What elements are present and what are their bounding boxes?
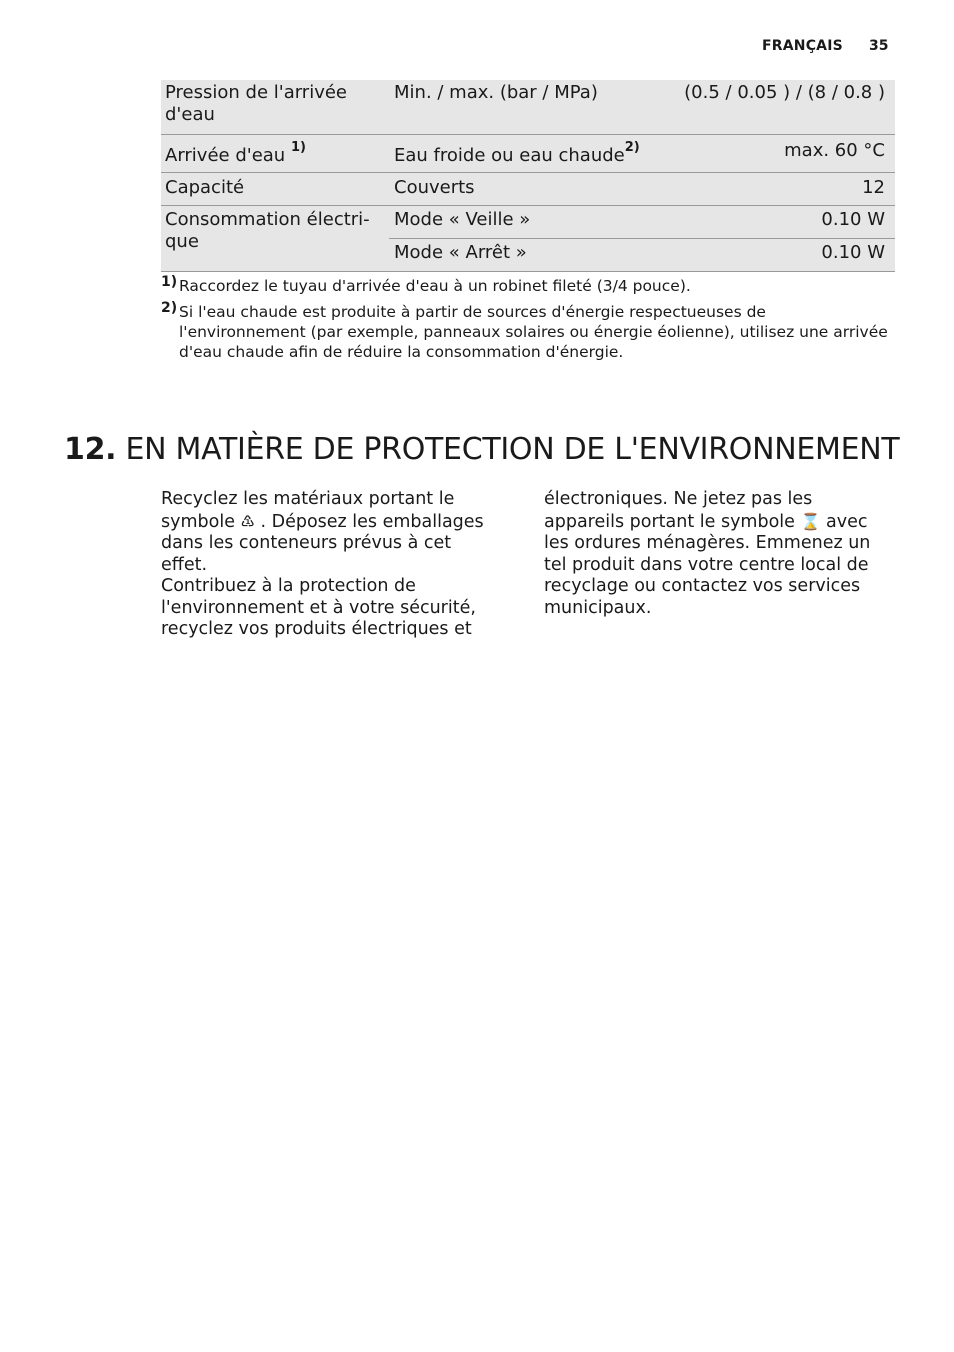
row-value: 0.10 W: [821, 209, 885, 230]
table-row: [161, 80, 895, 135]
page-header: [0, 38, 954, 58]
recycle-icon: ♳: [240, 511, 255, 531]
paragraph: Contribuez à la protection de l'environnement et à votre sécurité, recyclez vos produits électriques et: [161, 576, 476, 639]
row-param: Couverts: [394, 177, 475, 198]
paragraph-text: . Déposez les emballages dans les conteneurs prévus à cet effet.: [161, 511, 484, 575]
row-label: Consommation électri-que: [165, 209, 370, 252]
footnote-text: Raccordez le tuyau d'arrivée d'eau à un robinet fileté (3/4 pouce).: [179, 277, 691, 295]
row-param: Min. / max. (bar / MPa): [394, 82, 598, 103]
spec-table: [161, 80, 895, 272]
table-row: [161, 135, 895, 173]
row-label: Capacité: [165, 177, 245, 198]
body-column-right: [544, 489, 874, 619]
sub-row: [389, 239, 895, 271]
paragraph: [544, 489, 874, 619]
row-value: 12: [862, 177, 885, 198]
language-label: FRANÇAIS: [762, 38, 843, 54]
sub-row: [389, 206, 895, 239]
row-param-text: Eau froide ou eau chaude: [394, 145, 625, 166]
page-number: 35: [869, 38, 889, 54]
row-param: Mode « Veille »: [394, 209, 531, 230]
paragraph: [161, 489, 491, 576]
footnote: [161, 276, 895, 296]
row-label-text: Arrivée d'eau: [165, 145, 286, 166]
row-label: Pression de l'arrivée d'eau: [165, 82, 348, 125]
footnote-ref: 1): [290, 140, 306, 155]
footnote-mark: 1): [161, 274, 178, 290]
footnotes: [161, 276, 895, 362]
table-row: [161, 173, 895, 206]
table-row: [161, 206, 895, 272]
row-param: [394, 140, 640, 167]
footnote-ref: 2): [624, 140, 640, 155]
paragraph-text: Recyclez les matériaux portant le symbole: [161, 489, 455, 532]
footnote-text: Si l'eau chaude est produite à partir de sources d'énergie respectueuses de l'environnement (par exemple, panneaux solaires ou énergie éolienne), utilisez une arrivée d'eau chaude afin de réduire la consommation d'énergie.: [179, 303, 888, 361]
row-param: Mode « Arrêt »: [394, 242, 527, 263]
section-title: EN MATIÈRE DE PROTECTION DE L'ENVIRONNEMENT: [125, 432, 900, 467]
section-number: 12.: [64, 432, 117, 467]
row-value: max. 60 °C: [784, 140, 885, 161]
row-value: (0.5 / 0.05 ) / (8 / 0.8 ): [684, 82, 885, 103]
row-value: 0.10 W: [821, 242, 885, 263]
paragraph-text: avec les ordures ménagères. Emmenez un tel produit dans votre centre local de recyclage ou contactez vos services municipaux.: [544, 511, 871, 618]
section-heading: [64, 432, 899, 467]
crossed-bin-icon: ⌛: [800, 511, 821, 531]
footnote: [161, 302, 895, 362]
body-column-left: [161, 489, 491, 641]
paragraph-text: électroniques. Ne jetez pas les appareils portant le symbole: [544, 489, 813, 532]
row-label: [165, 140, 380, 167]
footnote-mark: 2): [161, 300, 178, 316]
